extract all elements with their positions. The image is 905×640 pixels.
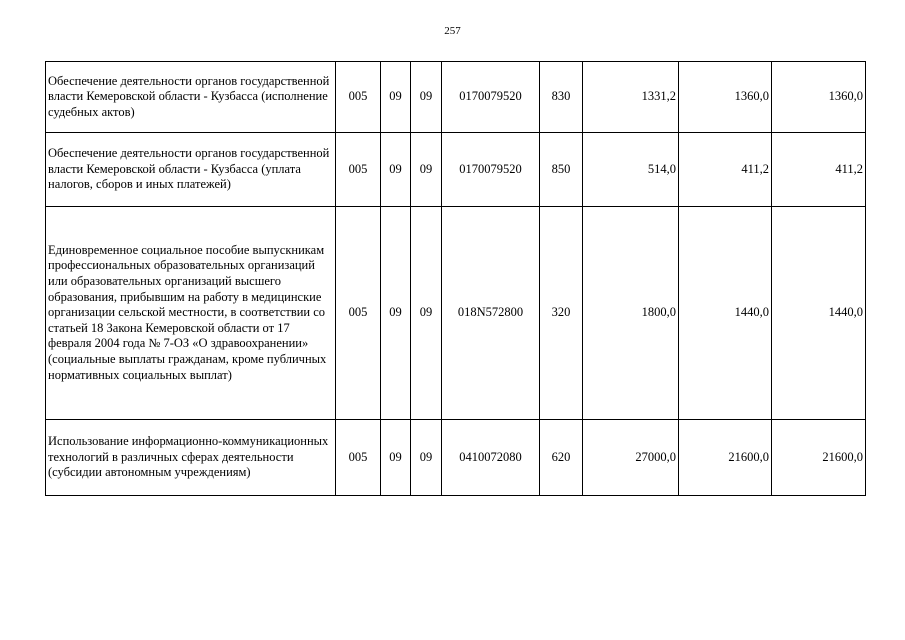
table-row bbox=[46, 420, 866, 496]
expense-type-cell: 620 bbox=[540, 420, 583, 496]
expense-type-cell: 830 bbox=[540, 62, 583, 133]
expense-type-cell: 320 bbox=[540, 207, 583, 420]
section-code-cell: 09 bbox=[381, 133, 411, 207]
ministry-code-cell: 005 bbox=[336, 420, 381, 496]
expense-type-cell: 850 bbox=[540, 133, 583, 207]
target-article-cell: 018N572800 bbox=[442, 207, 540, 420]
description-cell: Единовременное социальное пособие выпускникам профессиональных образовательных организаций или образовательных организаций высшего образования, прибывшим на работу в медицинские организации сельской местности, в соответствии со статьей 18 Закона Кемеровской области от 17 февраля 2004 года № 7-ОЗ «О здравоохранении» (социальные выплаты гражданам, кроме публичных нормативных социальных выплат) bbox=[46, 207, 336, 420]
amount-2-cell: 21600,0 bbox=[679, 420, 772, 496]
table-row bbox=[46, 133, 866, 207]
section-code-cell: 09 bbox=[381, 207, 411, 420]
ministry-code-cell: 005 bbox=[336, 207, 381, 420]
amount-1-cell: 1331,2 bbox=[583, 62, 679, 133]
subsection-code-cell: 09 bbox=[411, 207, 442, 420]
budget-table bbox=[45, 61, 866, 496]
target-article-cell: 0170079520 bbox=[442, 62, 540, 133]
subsection-code-cell: 09 bbox=[411, 420, 442, 496]
amount-3-cell: 411,2 bbox=[772, 133, 866, 207]
table-row bbox=[46, 62, 866, 133]
subsection-code-cell: 09 bbox=[411, 62, 442, 133]
page-number: 257 bbox=[444, 25, 461, 37]
description-cell: Обеспечение деятельности органов государственной власти Кемеровской области - Кузбасса (уплата налогов, сборов и иных платежей) bbox=[46, 133, 336, 207]
ministry-code-cell: 005 bbox=[336, 62, 381, 133]
amount-1-cell: 27000,0 bbox=[583, 420, 679, 496]
amount-1-cell: 514,0 bbox=[583, 133, 679, 207]
subsection-code-cell: 09 bbox=[411, 133, 442, 207]
amount-2-cell: 411,2 bbox=[679, 133, 772, 207]
amount-3-cell: 1360,0 bbox=[772, 62, 866, 133]
amount-3-cell: 1440,0 bbox=[772, 207, 866, 420]
amount-1-cell: 1800,0 bbox=[583, 207, 679, 420]
description-cell: Обеспечение деятельности органов государственной власти Кемеровской области - Кузбасса (исполнение судебных актов) bbox=[46, 62, 336, 133]
amount-2-cell: 1360,0 bbox=[679, 62, 772, 133]
target-article-cell: 0170079520 bbox=[442, 133, 540, 207]
table-row bbox=[46, 207, 866, 420]
ministry-code-cell: 005 bbox=[336, 133, 381, 207]
description-cell: Использование информационно-коммуникационных технологий в различных сферах деятельности (субсидии автономным учреждениям) bbox=[46, 420, 336, 496]
amount-3-cell: 21600,0 bbox=[772, 420, 866, 496]
section-code-cell: 09 bbox=[381, 420, 411, 496]
target-article-cell: 0410072080 bbox=[442, 420, 540, 496]
amount-2-cell: 1440,0 bbox=[679, 207, 772, 420]
section-code-cell: 09 bbox=[381, 62, 411, 133]
